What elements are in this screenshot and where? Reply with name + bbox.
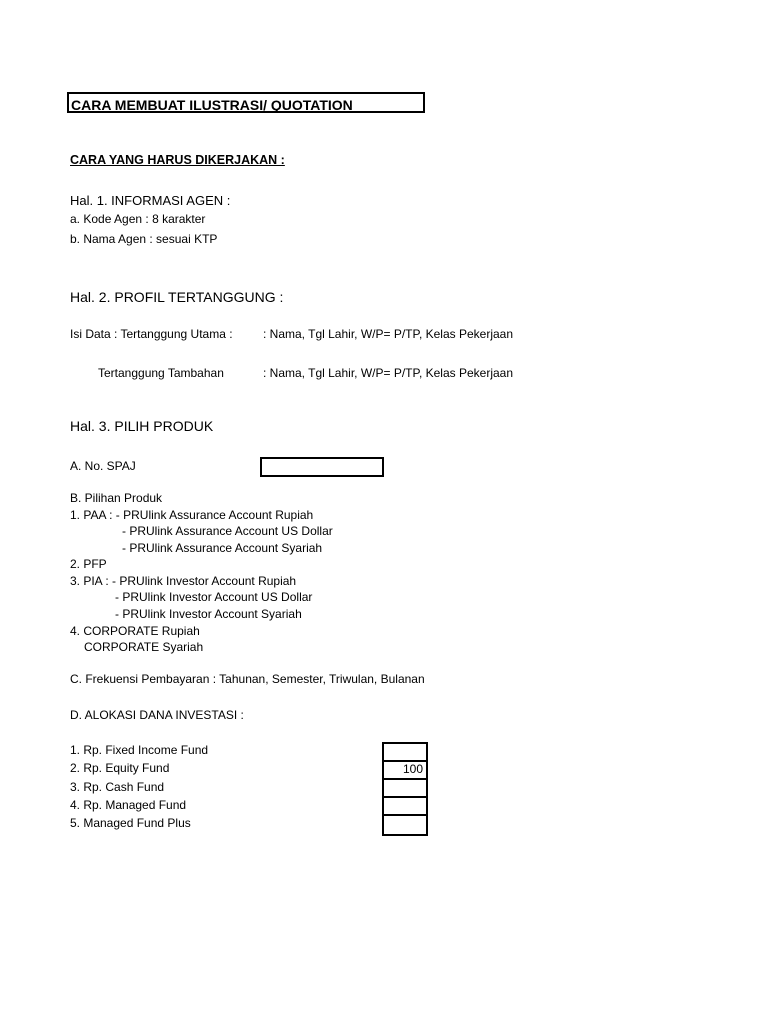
fund-value-cell[interactable] bbox=[384, 744, 426, 762]
fund-label: 3. Rp. Cash Fund bbox=[70, 780, 165, 794]
fund-value-cell[interactable] bbox=[384, 816, 426, 834]
produk-line: 1. PAA : - PRUlink Assurance Account Rupiah bbox=[70, 508, 314, 522]
produk-line: 2. PFP bbox=[70, 557, 107, 571]
subheading: CARA YANG HARUS DIKERJAKAN : bbox=[70, 153, 285, 167]
produk-line: 4. CORPORATE Rupiah bbox=[70, 624, 200, 638]
hal2-row1-label: Isi Data : Tertanggung Utama : bbox=[70, 327, 233, 341]
hal2-row1-value: : Nama, Tgl Lahir, W/P= P/TP, Kelas Pekerjaan bbox=[263, 327, 514, 341]
hal1-heading: Hal. 1. INFORMASI AGEN : bbox=[70, 193, 231, 208]
produk-line: 3. PIA : - PRUlink Investor Account Rupiah bbox=[70, 574, 297, 588]
produk-line: - PRUlink Assurance Account Syariah bbox=[122, 541, 323, 555]
produk-line: - PRUlink Investor Account Syariah bbox=[115, 607, 302, 621]
fund-label: 1. Rp. Fixed Income Fund bbox=[70, 743, 209, 757]
hal2-row2-value: : Nama, Tgl Lahir, W/P= P/TP, Kelas Pekerjaan bbox=[263, 366, 514, 380]
spaj-input[interactable] bbox=[260, 457, 384, 477]
spaj-label: A. No. SPAJ bbox=[70, 459, 136, 473]
page-title-box bbox=[67, 92, 425, 113]
fund-value-cell[interactable]: 100 bbox=[384, 762, 426, 780]
produk-label: B. Pilihan Produk bbox=[70, 491, 163, 505]
produk-line: - PRUlink Assurance Account US Dollar bbox=[122, 524, 333, 538]
fund-label: 5. Managed Fund Plus bbox=[70, 816, 191, 830]
fund-value-cell[interactable] bbox=[384, 780, 426, 798]
hal2-row2-label: Tertanggung Tambahan bbox=[98, 366, 224, 380]
alokasi-label: D. ALOKASI DANA INVESTASI : bbox=[70, 708, 244, 722]
hal2-heading: Hal. 2. PROFIL TERTANGGUNG : bbox=[70, 289, 284, 305]
frekuensi-pembayaran: C. Frekuensi Pembayaran : Tahunan, Semester, Triwulan, Bulanan bbox=[70, 672, 425, 686]
fund-label: 2. Rp. Equity Fund bbox=[70, 761, 170, 775]
fund-allocation-table bbox=[382, 742, 428, 836]
hal1-line-nama-agen: b. Nama Agen : sesuai KTP bbox=[70, 232, 218, 246]
page-title: CARA MEMBUAT ILUSTRASI/ QUOTATION bbox=[71, 97, 353, 113]
fund-label: 4. Rp. Managed Fund bbox=[70, 798, 187, 812]
produk-line: - PRUlink Investor Account US Dollar bbox=[115, 590, 313, 604]
fund-value-cell[interactable] bbox=[384, 798, 426, 816]
hal3-heading: Hal. 3. PILIH PRODUK bbox=[70, 418, 214, 434]
hal1-line-kode-agen: a. Kode Agen : 8 karakter bbox=[70, 212, 206, 226]
produk-line: CORPORATE Syariah bbox=[84, 640, 204, 654]
